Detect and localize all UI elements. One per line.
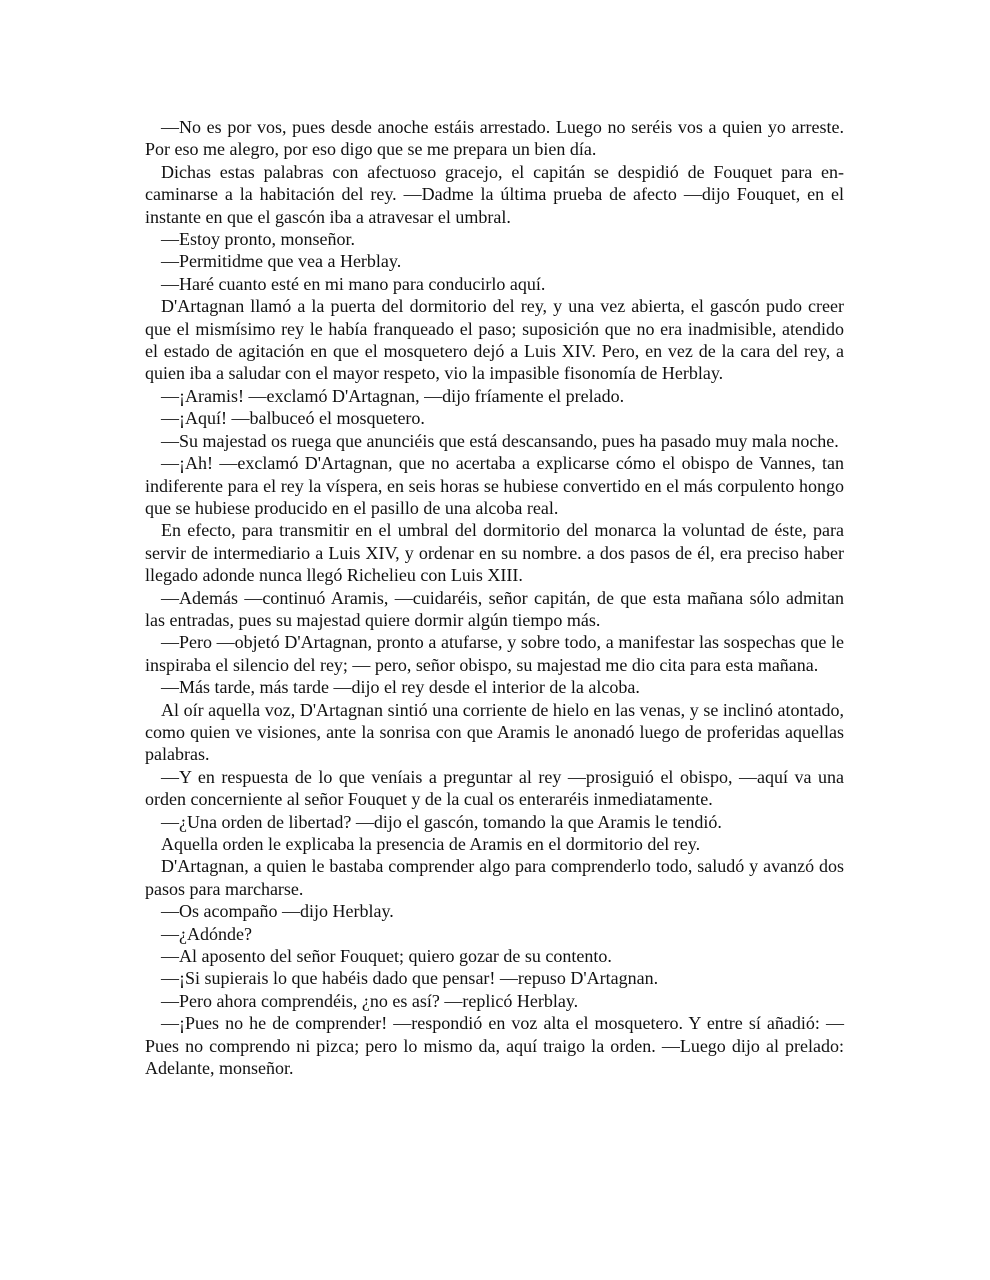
paragraph-14: —Más tarde, más tarde —dijo el rey desde el interior de la alcoba. [161,677,640,698]
paragraph-15: Al oír aquella voz, D'Artagnan sintió una corriente de hielo en las venas, y se inclinó atontado, como quien ve visiones, ante la sonrisa con que Aramis le anonadó luego de proferidas aquellas palabras. [145,699,844,765]
paragraph-16: —Y en respuesta de lo que veníais a preguntar al rey —prosiguió el obispo, —aquí va una orden concerniente al señor Fouquet y de la cual os enteraréis inmediatamente. [145,766,844,810]
paragraph-19: D'Artagnan, a quien le bastaba comprender algo para comprenderlo todo, saludó y avanzó dos pasos para marcharse. [145,856,844,899]
paragraph-4: —Permitidme que vea a Herblay. [161,251,402,272]
document-page [145,116,844,1079]
paragraph-24: —Pero ahora comprendéis, ¿no es así? —replicó Herblay. [161,990,579,1011]
paragraph-9: —Su majestad os ruega que anunciéis que está descansando, pues ha pasado muy mala noche. [161,430,839,451]
paragraph-8: —¡Aquí! —balbuceó el mosquetero. [161,408,425,429]
paragraph-13: —Pero —objetó D'Artagnan, pronto a atufarse, y sobre todo, a manifestar las sospechas que le inspiraba el silencio del rey; — pero, señor obispo, su majestad me dio cita para esta mañana. [145,632,844,675]
paragraph-18: Aquella orden le explicaba la presencia de Aramis en el dormitorio del rey. [161,834,701,854]
paragraph-2: Dichas estas palabras con afectuoso gracejo, el capitán se despidió de Fouquet para encaminarse a la habitación del rey. —Dadme la última prueba de afecto —dijo Fouquet, en el instante en que el gascón iba a atravesar el umbral. [145,161,844,227]
paragraph-17: —¿Una orden de libertad? —dijo el gascón, tomando la que Aramis le tendió. [161,811,722,832]
paragraph-10: —¡Ah! —exclamó D'Artagnan, que no acertaba a explicarse cómo el obispo de Vannes, tan indiferente para el rey la víspera, en seis horas se hubiese convertido en el más corpulento hongo que se hubiese producido en el pasillo de una alcoba real. [145,453,844,518]
paragraph-5: —Haré cuanto esté en mi mano para conducirlo aquí. [161,273,546,294]
paragraph-3: —Estoy pronto, monseñor. [161,229,355,250]
paragraph-12: —Además —continuó Aramis, —cuidaréis, señor capitán, de que esta mañana sólo admitan las entradas, pues su majestad quiere dormir algún tiempo más. [145,587,844,630]
paragraph-22: —Al aposento del señor Fouquet; quiero gozar de su contento. [161,946,612,967]
paragraph-11: En efecto, para transmitir en el umbral del dormitorio del monarca la voluntad de éste, para servir de intermediario a Luis XIV, y ordenar en su nombre. a dos pasos de él, era preciso haber llegado adonde nunca llegó Richelieu con Luis XIII. [145,520,844,586]
paragraph-21: —¿Adónde? [161,923,252,944]
paragraph-6: D'Artagnan llamó a la puerta del dormitorio del rey, y una vez abierta, el gascón pudo creer que el mismísimo rey le había franqueado el paso; suposición que no era inadmisible, atendido el estado de agitación en que el mosquetero dejó a Luis XIV. Pero, en vez de la cara del rey, a quien iba a saludar con el mayor respeto, vio la impasible fisonomía de Herblay. [145,296,844,384]
paragraph-7: —¡Aramis! —exclamó D'Artagnan, —dijo fríamente el prelado. [161,385,625,406]
paragraph-1: —No es por vos, pues desde anoche estáis arrestado. Luego no seréis vos a quien yo arreste. Por eso me alegro, por eso digo que se me prepara un bien día. [145,117,844,160]
paragraph-23: —¡Si supierais lo que habéis dado que pensar! —repuso D'Artagnan. [161,968,659,989]
paragraph-25: —¡Pues no he de comprender! —respondió en voz alta el mosquetero. Y entre sí añadió: —Pues no comprendo ni pizca; pero lo mismo da, aquí traigo la orden. —Luego dijo al prelado: Adelante, monseñor. [145,1013,844,1079]
paragraph-20: —Os acompaño —dijo Herblay. [161,901,394,922]
